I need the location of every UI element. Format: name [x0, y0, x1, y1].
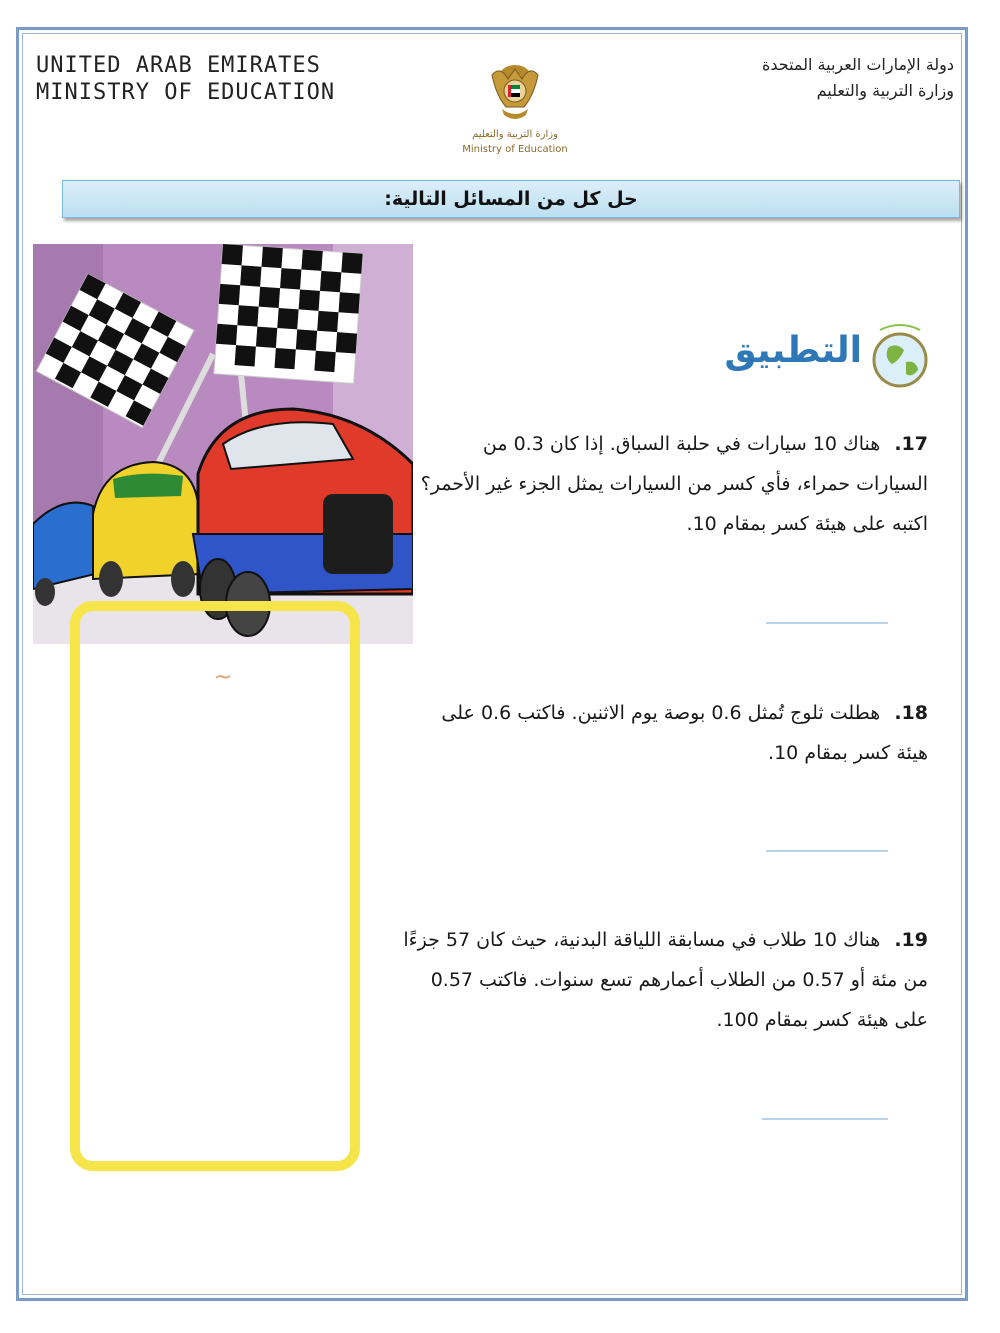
logo-arabic: وزارة التربية والتعليم	[472, 129, 558, 140]
problem-number: 17.	[894, 433, 928, 455]
problem-17	[418, 424, 928, 544]
uae-emblem-icon	[486, 55, 544, 125]
logo-english: Ministry of Education	[462, 144, 568, 155]
answer-line-17[interactable]	[766, 622, 888, 624]
header-en-line2: MINISTRY OF EDUCATION	[36, 80, 336, 105]
problem-number: 18.	[894, 702, 928, 724]
header-en-line1: UNITED ARAB EMIRATES	[36, 53, 321, 78]
race-cars-illustration	[33, 244, 413, 1176]
section-title: التطبيق	[724, 330, 862, 371]
header-english	[36, 52, 335, 106]
problem-text: هناك 10 طلاب في مسابقة اللياقة البدنية، حيث كان 57 جزءًا من مئة أو 0.57 من الطلاب أعمارهم تسع سنوات. فاكتب 0.57 على هيئة كسر بمقام 100.	[403, 929, 928, 1031]
ministry-logo-text	[440, 127, 590, 157]
svg-text:~: ~	[213, 665, 233, 690]
answer-line-18[interactable]	[766, 850, 888, 852]
globe-icon	[870, 320, 930, 390]
answer-line-19[interactable]	[762, 1118, 888, 1120]
header-arabic	[762, 52, 954, 104]
problem-19	[398, 920, 928, 1040]
problem-text: هطلت ثلوج تُمثل 0.6 بوصة يوم الاثنين. فاكتب 0.6 على هيئة كسر بمقام 10.	[441, 702, 928, 764]
header-ar-line1: دولة الإمارات العربية المتحدة	[761, 55, 954, 74]
instruction-banner: حل كل من المسائل التالية:	[62, 180, 960, 218]
problem-number: 19.	[894, 929, 928, 951]
problem-18	[418, 693, 928, 773]
header-ar-line2: وزارة التربية والتعليم	[816, 81, 954, 100]
problem-text: هناك 10 سيارات في حلبة السباق. إذا كان 0.3 من السيارات حمراء، فأي كسر من السيارات يمثل الجزء غير الأحمر؟ اكتبه على هيئة كسر بمقام 10.	[420, 433, 928, 535]
